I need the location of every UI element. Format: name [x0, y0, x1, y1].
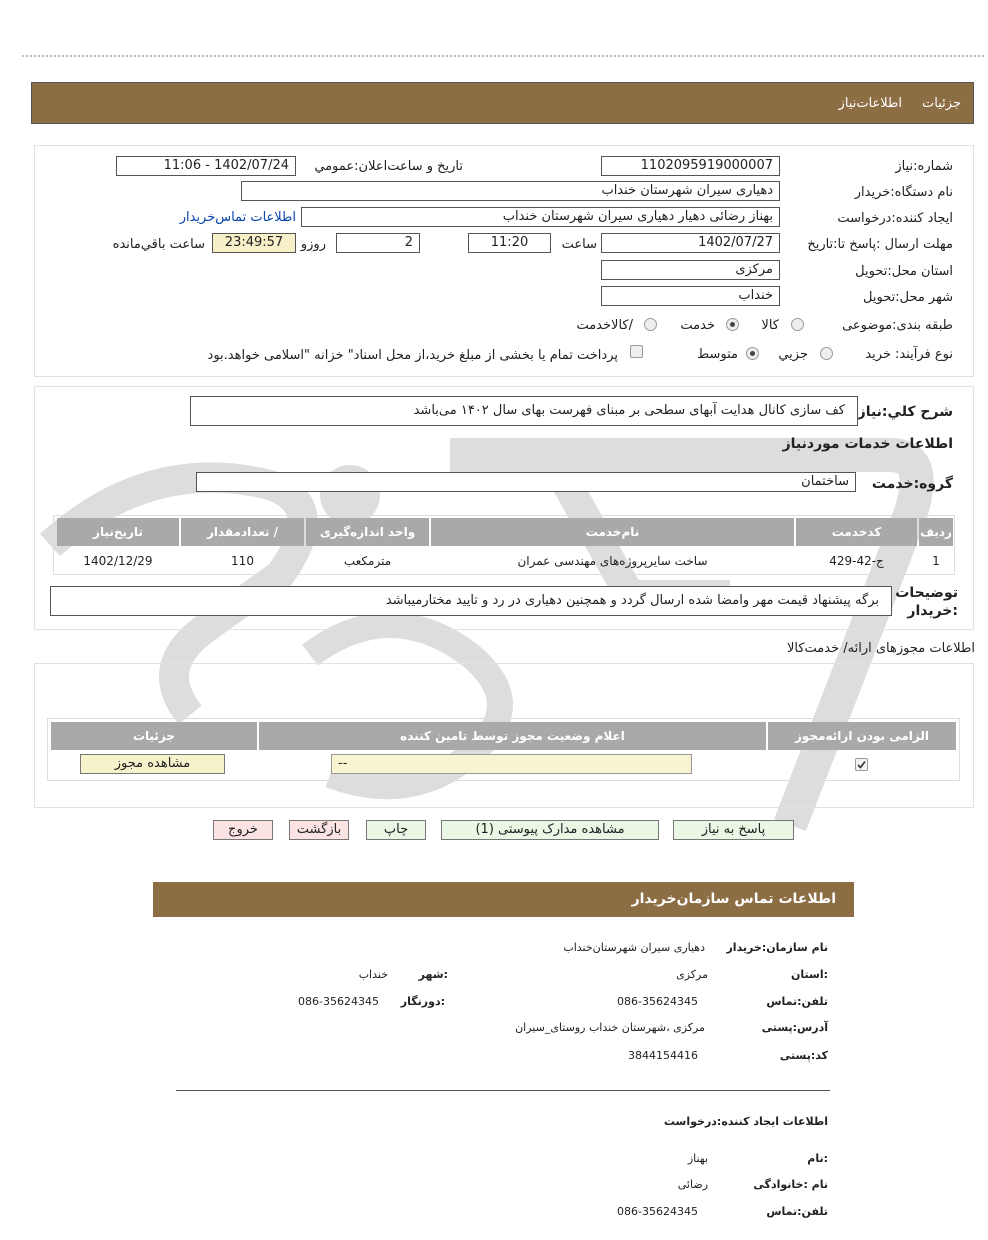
col-header-service-code: کدخدمت: [796, 518, 917, 546]
col-header-row: ردیف: [919, 518, 953, 546]
category-goods-radio[interactable]: [791, 318, 804, 331]
category-goods-label: کالا: [761, 318, 779, 333]
days-field: 2: [336, 233, 420, 253]
deadline-time-field: 11:20: [468, 233, 551, 253]
view-attachments-button[interactable]: مشاهده مدارک پیوستی (1): [441, 820, 659, 840]
process-medium-label: متوسط: [697, 347, 738, 362]
need-info-panel: [34, 145, 974, 377]
need-number-field: 1102095919000007: [601, 156, 780, 176]
services-title: اطلاعات خدمات موردنیاز: [782, 436, 953, 452]
exit-button[interactable]: خروج: [213, 820, 273, 840]
contact-phone-label: تلفن:تماس: [766, 995, 828, 1008]
permit-col-details: جزئیات: [51, 722, 257, 750]
buyer-notes-field: برگه پیشنهاد قیمت مهر وامضا شده ارسال گردد و همچنین دهیاری در رد و تایید مختارمیباشد: [50, 586, 892, 616]
buyer-notes-label-1: توضیحات: [895, 585, 958, 601]
city-label: شهر محل:تحویل: [863, 290, 953, 305]
table-cell-need-date: 1402/12/29: [83, 554, 153, 568]
category-service-radio[interactable]: [726, 318, 739, 331]
category-goods-service-label: /کالاخدمت: [576, 318, 633, 333]
creator-family-label: نام :خانوادگی: [753, 1178, 828, 1191]
contact-city-value: خنداب: [358, 968, 388, 981]
remaining-time-field: 23:49:57: [212, 233, 296, 253]
contact-postal-value: 3844154416: [628, 1049, 698, 1062]
col-header-quantity: / تعدادمقدار: [181, 518, 304, 546]
summary-field: کف سازی کانال هدایت آبهای سطحی بر مبنای فهرست بهای سال ۱۴۰۲ می‌باشد: [190, 396, 858, 426]
contact-fax-value: 086-35624345: [298, 995, 379, 1008]
process-type-label: نوع فرآیند:: [895, 347, 953, 362]
process-buy-label: خرید: [865, 347, 891, 362]
creator-name-label: :نام: [807, 1152, 828, 1165]
category-label: طبقه بندی:موضوعی: [842, 318, 953, 333]
treasury-payment-checkbox[interactable]: [630, 345, 643, 358]
table-cell-unit: مترمکعب: [343, 554, 392, 568]
back-button[interactable]: بازگشت: [289, 820, 349, 840]
contact-org-label: نام سازمان:خریدار: [726, 941, 828, 954]
creator-family-value: رضائی: [677, 1178, 708, 1191]
deadline-date-field: 1402/07/27: [601, 233, 780, 253]
col-header-service-name: نام‌خدمت: [431, 518, 794, 546]
contact-city-label: :شهر: [418, 968, 448, 981]
contact-header-title: اطلاعات تماس سازمان‌خریدار: [631, 891, 836, 907]
tab-need-info[interactable]: اطلاعات‌نیاز: [838, 96, 902, 111]
permit-col-status: اعلام وضعیت مجوز توسط تامین کننده: [259, 722, 766, 750]
process-medium-radio[interactable]: [746, 347, 759, 360]
province-label: استان محل:تحویل: [855, 264, 953, 279]
creator-name-value: بهناز: [687, 1152, 708, 1165]
announce-label: تاریخ و ساعت‌اعلان:عمومي: [314, 159, 463, 174]
creator-info-title: اطلاعات ایجاد کننده:درخواست: [663, 1115, 828, 1128]
permits-title: اطلاعات مجوزهای ارائه‌/ خدمت‌کالا: [786, 641, 975, 656]
creator-phone-value: 086-35624345: [617, 1205, 698, 1218]
contact-header-bar: [153, 882, 854, 917]
category-service-label: خدمت: [680, 318, 715, 333]
checkmark-icon: [856, 759, 867, 770]
creator-field: بهناز رضائی دهیار دهیاری سیران شهرستان خنداب: [301, 207, 780, 227]
contact-province-label: :استان: [791, 968, 828, 981]
contact-address-value: مرکزی ،شهرستان خنداب روستای_سیران: [515, 1021, 705, 1034]
contact-divider: [176, 1090, 830, 1091]
buyer-org-field: دهیاری سیران شهرستان خنداب: [241, 181, 780, 201]
col-header-unit: واحد اندازه‌گیری: [306, 518, 429, 546]
deadline-label: مهلت ارسال :پاسخ تا:تاریخ: [807, 237, 953, 252]
creator-phone-label: تلفن:تماس: [766, 1205, 828, 1218]
col-header-need-date: تاریخ‌نیاز: [57, 518, 179, 546]
table-cell-quantity: 110: [231, 554, 254, 568]
province-field: مرکزی: [601, 260, 780, 280]
contact-postal-label: کد:پستی: [779, 1049, 828, 1062]
top-dotted-divider: [22, 55, 984, 57]
service-group-field: ساختمان: [196, 472, 856, 492]
contact-org-value: دهیاری سیران شهرستان‌خنداب: [563, 941, 705, 954]
tab-details[interactable]: جزئیات: [922, 96, 961, 111]
table-cell-row: 1: [932, 554, 940, 568]
contact-province-value: مرکزی: [676, 968, 708, 981]
contact-phone-value: 086-35624345: [617, 995, 698, 1008]
details-header-bar: [31, 82, 974, 124]
treasury-payment-note: پرداخت تمام یا بخشی از مبلغ خرید،از محل اسناد" خزانه "اسلامی خواهد.بود: [207, 348, 618, 363]
contact-fax-label: :دورنگار: [400, 995, 445, 1008]
buyer-contact-link[interactable]: اطلاعات تماس‌خریدار: [179, 210, 296, 225]
announce-datetime-field: 1402/07/24 - 11:06: [116, 156, 296, 176]
process-partial-radio[interactable]: [820, 347, 833, 360]
deadline-time-label: ساعت: [561, 237, 597, 252]
city-field: خنداب: [601, 286, 780, 306]
permit-required-checkbox[interactable]: [855, 758, 868, 771]
summary-label: شرح کلي:نیاز: [857, 404, 953, 420]
print-button[interactable]: چاپ: [366, 820, 426, 840]
contact-address-label: آدرس:پستی: [761, 1021, 828, 1034]
permit-status-field: --: [331, 754, 692, 774]
remaining-label: ساعت باقي‌مانده: [112, 237, 205, 252]
table-cell-service-name: ساخت سایرپروژه‌های مهندسی عمران: [517, 554, 708, 568]
reply-to-need-button[interactable]: پاسخ به نیاز: [673, 820, 794, 840]
need-number-label: شماره:نیاز: [895, 159, 953, 174]
permit-col-required: الزامی بودن ارائه‌مجوز: [768, 722, 956, 750]
buyer-notes-label-2: :خریدار: [907, 603, 958, 619]
table-cell-service-code: ج-42-429: [829, 554, 884, 568]
view-permit-button[interactable]: مشاهده مجوز: [80, 754, 225, 774]
creator-label: ایجاد کننده:درخواست: [837, 211, 953, 226]
buyer-org-label: نام دستگاه:خریدار: [854, 185, 953, 200]
process-partial-label: جزيي: [778, 347, 808, 362]
service-group-label: گروه:خدمت: [871, 476, 953, 492]
days-label: روزو: [300, 237, 326, 252]
category-goods-service-radio[interactable]: [644, 318, 657, 331]
